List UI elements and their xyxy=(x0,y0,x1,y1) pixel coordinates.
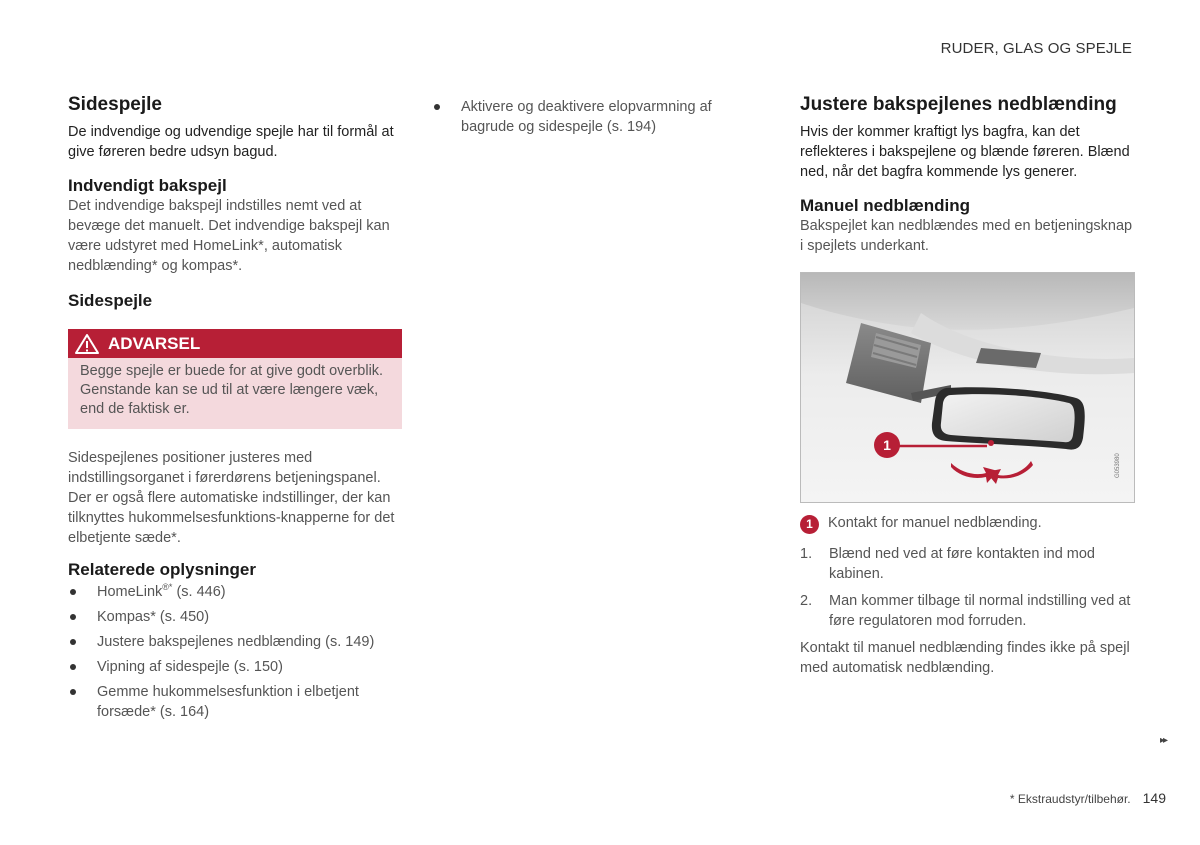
bullet xyxy=(70,664,76,670)
auto-dimming-note: Kontakt til manuel nedblænding findes ikke på spejl med automatisk nedblænding. xyxy=(800,640,1130,676)
bullet xyxy=(70,689,76,695)
subheading-side-mirrors: Sidespejle xyxy=(68,291,153,310)
related-info-list xyxy=(68,582,402,722)
section-title-sidespejle: Sidespejle xyxy=(68,94,162,115)
column-left xyxy=(68,94,402,727)
subheading-inner-mirror: Indvendigt bakspejl xyxy=(68,176,227,195)
section-title-dimming: Justere bakspejlenes nedblænding xyxy=(800,94,1117,115)
continued-list xyxy=(432,97,762,137)
related-link-memory-seat[interactable]: Gemme hukommelsesfunktion i elbetjent forsæde* (s. 164) xyxy=(68,682,402,722)
subheading-related-info: Relaterede oplysninger xyxy=(68,560,257,579)
page-footer xyxy=(1010,790,1166,806)
step-item: 1. Blænd ned ved at føre kontakten ind mod kabinen. xyxy=(800,546,1095,582)
subheading-manual-dimming: Manuel nedblænding xyxy=(800,196,970,215)
dimming-intro-paragraph: Hvis der kommer kraftigt lys bagfra, kan det reflekteres i bakspejlene og blænde føreren. Blænd ned, når det bagfra kommende lys generer. xyxy=(800,124,1130,180)
rearview-mirror-drawing xyxy=(801,273,1134,502)
running-header: RUDER, GLAS OG SPEJLE xyxy=(940,40,1132,57)
warning-text: Begge spejle er buede for at give godt overblik. Genstande kan se ud til at være længere væk, end de faktisk er. xyxy=(68,358,402,429)
footnote: * Ekstraudstyr/tilbehør. xyxy=(1009,792,1131,806)
warning-header xyxy=(68,329,402,358)
warning-title: ADVARSEL xyxy=(108,333,201,353)
legend-number-badge: 1 xyxy=(800,515,819,534)
mirror-illustration xyxy=(800,272,1135,503)
legend-text: Kontakt for manuel nedblænding. xyxy=(828,515,1042,531)
related-link-dimming[interactable]: Justere bakspejlenes nedblænding (s. 149) xyxy=(68,632,402,652)
column-middle xyxy=(432,97,762,142)
related-link-kompas[interactable]: Kompas* (s. 450) xyxy=(68,607,402,627)
manual-dimming-paragraph: Bakspejlet kan nedblændes med en betjeningsknap i spejlets underkant. xyxy=(800,218,1133,254)
step-item: 2. Man kommer tilbage til normal indstilling ved at føre regulatoren mod forruden. xyxy=(800,593,1131,629)
figure-legend xyxy=(800,513,1134,534)
side-mirrors-paragraph: Sidespejlenes positioner justeres med indstillingsorganet i førerdørens betjeningspanel. Der er også flere automatiske indstillinger, der kan tilknyttes hukommelsesfunktions-knapperne for det elbetjente sæde*. xyxy=(68,450,395,546)
inner-mirror-paragraph: Det indvendige bakspejl indstilles nemt ved at bevæge det manuelt. Det indvendige bakspejl kan være udstyret med HomeLink*, automatisk nedblænding* og kompas*. xyxy=(68,198,390,274)
bullet xyxy=(70,614,76,620)
column-right xyxy=(800,94,1134,678)
warning-box xyxy=(68,329,402,429)
related-link-heating[interactable]: Aktivere og deaktivere elopvarmning af bagrude og sidespejle (s. 194) xyxy=(432,97,762,137)
continue-arrow-icon: ▸▸ xyxy=(1159,735,1166,746)
figure-code: G053980 xyxy=(1115,453,1121,478)
page-number: 149 xyxy=(1142,790,1166,806)
related-link-tilt-mirrors[interactable]: Vipning af sidespejle (s. 150) xyxy=(68,657,402,677)
intro-paragraph: De indvendige og udvendige spejle har til formål at give føreren bedre udsyn bagud. xyxy=(68,124,394,160)
related-link-homelink[interactable]: HomeLink®* (s. 446) xyxy=(68,582,402,602)
warning-triangle-icon xyxy=(74,333,100,355)
bullet xyxy=(70,589,76,595)
bullet xyxy=(70,639,76,645)
steps-list xyxy=(800,544,1134,631)
figure-callout-1: 1 xyxy=(883,437,891,453)
bullet xyxy=(434,104,440,110)
